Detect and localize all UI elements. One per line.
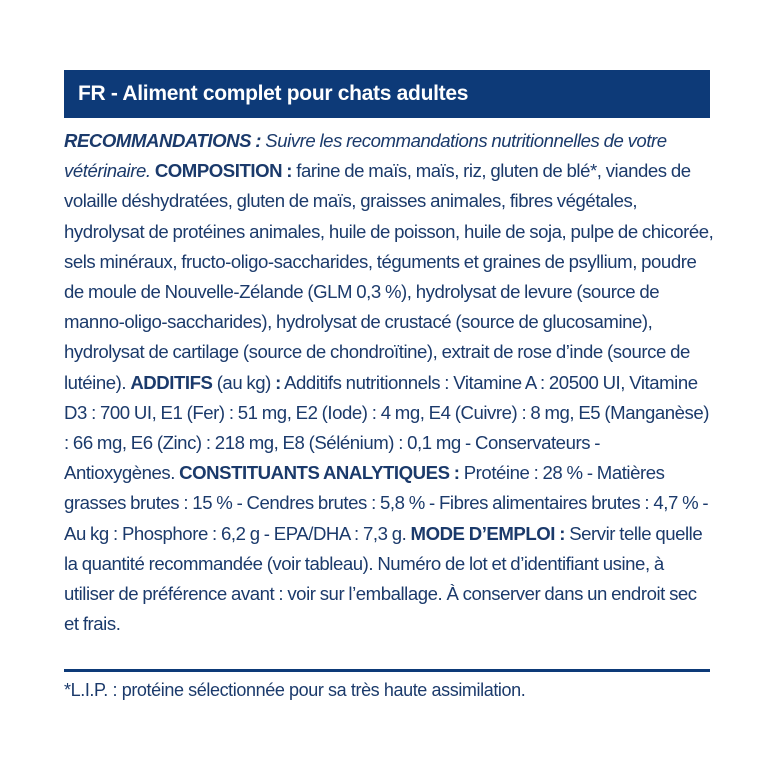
additifs-label: ADDITIFS — [130, 371, 213, 393]
additifs-unit: (au kg) — [216, 371, 271, 393]
recommandations-label: RECOMMANDATIONS : — [64, 130, 262, 151]
composition-label: COMPOSITION : — [154, 160, 293, 182]
additifs-colon: : — [275, 371, 281, 393]
divider-rule — [64, 669, 710, 672]
header-title — [78, 82, 468, 106]
mode-emploi-text: Servir telle quelle la quantité recommandée (voir tableau). Numéro de lot et d’identifiant usine, à utiliser de préférence avant : voir sur l’emballage. À conserver dans un endroit sec et frais. — [64, 522, 703, 635]
additifs-text: Additifs nutritionnels : Vitamine A : 20500 UI, Vitamine D3 : 700 UI, E1 (Fer) : 51 mg, E2 (Iode) : 4 mg, E4 (Cuivre) : 8 mg, E5 (Manganèse) : 66 mg, E6 (Zinc) : 218 mg, E8 (Sélénium) : 0,1 mg - Conservateurs - Antioxygènes. — [64, 371, 710, 484]
composition-text: farine de maïs, maïs, riz, gluten de blé*, viandes de volaille déshydratées, gluten de maïs, graisses animales, fibres végétales, hydrolysat de protéines animales, huile de poisson, huile de soja, pulpe de chicorée, sels minéraux, fructo-oligo-saccharides, téguments et graines de psyllium, poudre de moule de Nouvelle-Zélande (GLM 0,3 %), hydrolysat de levure (source de manno-oligo-saccharides), hydrolysat de crustacé (source de glucosamine), hydrolysat de cartilage (source de chondroïtine), extrait de rose d’inde (source de lutéine). — [64, 160, 714, 393]
constituants-text: Protéine : 28 % - Matières grasses brutes : 15 % - Cendres brutes : 5,8 % - Fibres alimentaires brutes : 4,7 % - Au kg : Phosphore : 6,2 g - EPA/DHA : 7,3 g. — [64, 462, 709, 544]
constituants-label: CONSTITUANTS ANALYTIQUES : — [179, 462, 460, 484]
recommandations-text: Suivre les recommandations nutritionnelles de votre vétérinaire. — [64, 130, 667, 182]
mode-emploi-label: MODE D’EMPLOI : — [410, 522, 565, 544]
label-body-text — [64, 126, 714, 639]
language-code: FR - — [78, 82, 118, 105]
header-bar — [64, 70, 710, 118]
footnote: *L.I.P. : protéine sélectionnée pour sa très haute assimilation. — [64, 680, 526, 700]
product-title: Aliment complet pour chats adultes — [122, 82, 469, 105]
